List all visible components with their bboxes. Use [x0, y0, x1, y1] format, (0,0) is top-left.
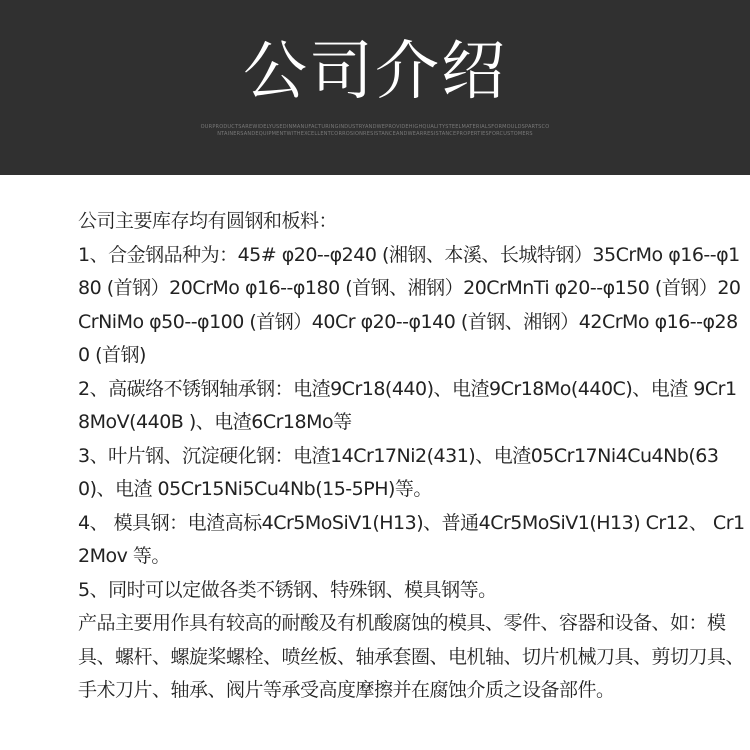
header-banner — [0, 0, 750, 175]
company-intro-content — [0, 175, 750, 750]
banner-subtitle: OURPRODUCTSAREWIDELYUSEDINMANUFACTURINGINDUSTRYANDWEPROVIDEHIGHQUALITYSTEELMATERIALSFORMOULDSPARTSCONTAINERSANDEQUIPMENTWITHEXCELLENTCORROSIONRESISTANCEANDWEARRESISTANCEPROPERTIESFORCUSTOMERS — [200, 124, 550, 137]
intro-line-6: 产品主要用作具有较高的耐酸及有机酸腐蚀的模具、零件、容器和设备、如：模具、螺杆、螺旋桨螺栓、喷丝板、轴承套圈、电机轴、切片机械刀具、剪切刀具、手术刀片、轴承、阀片等承受高度摩擦并在腐蚀介质之设备部件。 — [78, 612, 745, 701]
intro-line-2: 2、高碳络不锈钢轴承钢：电渣9Cr18(440)、电渣9Cr18Mo(440C)、电渣 9Cr18MoV(440B )、电渣6Cr18Mo等 — [78, 377, 737, 433]
intro-line-5: 5、同时可以定做各类不锈钢、特殊钢、模具钢等。 — [78, 578, 497, 601]
intro-line-0: 公司主要库存均有圆钢和板料： — [78, 210, 338, 232]
intro-line-1: 1、合金钢品种为：45# φ20--φ240 (湘钢、本溪、长城特钢）35CrMo φ16--φ180 (首钢）20CrMo φ16--φ180 (首钢、湘钢）20CrMnTi φ20--φ150 (首钢）20CrNiMo φ50--φ100 (首钢）40Cr φ20--φ140 (首钢、湘钢）42CrMo φ16--φ280 (首钢) — [78, 243, 741, 366]
intro-line-3: 3、叶片钢、沉淀硬化钢：电渣14Cr17Ni2(431)、电渣05Cr17Ni4Cu4Nb(630)、电渣 05Cr15Ni5Cu4Nb(15-5PH)等。 — [78, 444, 719, 500]
page-title: 公司介绍 — [243, 35, 507, 109]
intro-text — [78, 205, 748, 708]
intro-line-4: 4、 模具钢：电渣高标4Cr5MoSiV1(H13)、普通4Cr5MoSiV1(H13) Cr12、 Cr12Mov 等。 — [78, 511, 745, 567]
